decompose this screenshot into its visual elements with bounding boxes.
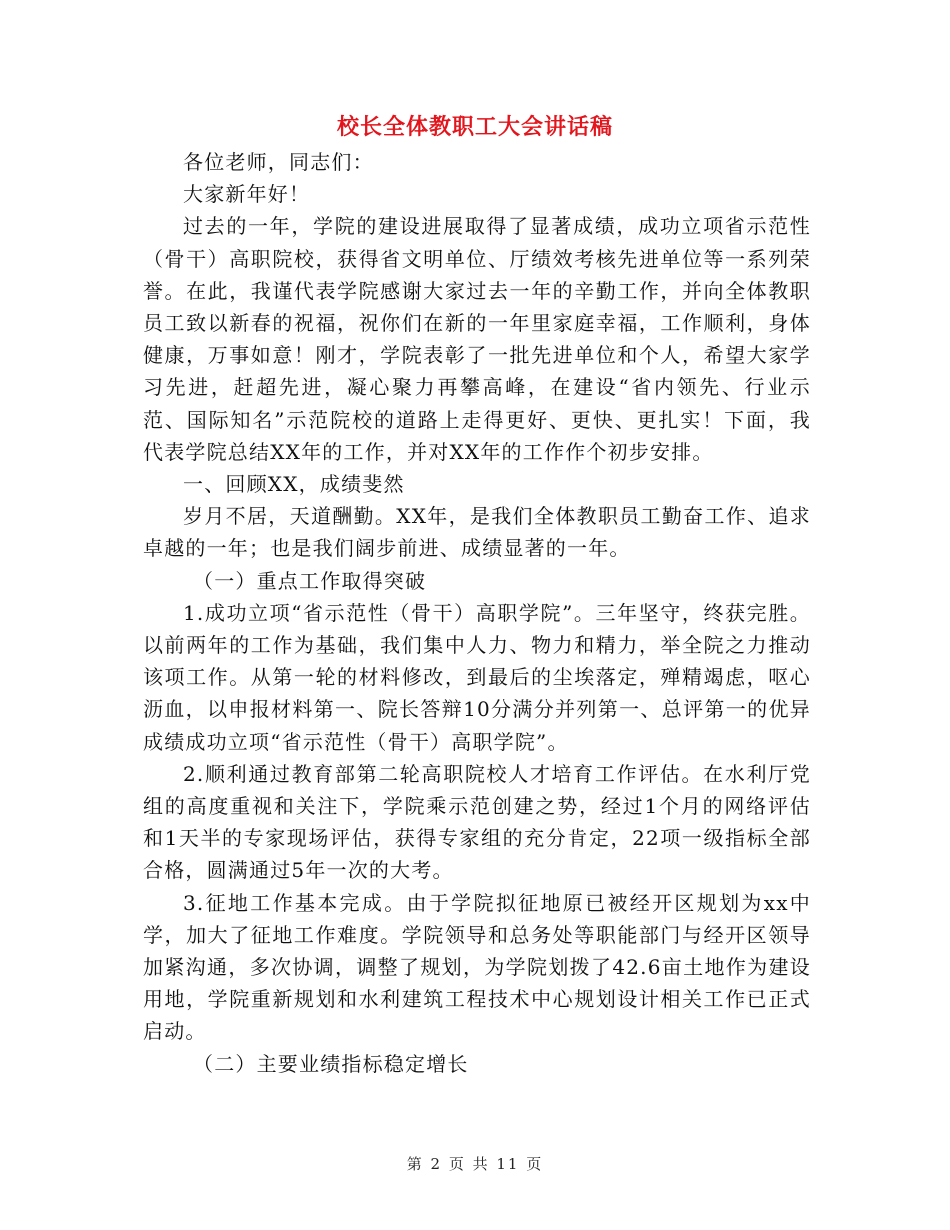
intro-paragraph: 过去的一年，学院的建设进展取得了显著成绩，成功立项省示范性（骨干）高职院校，获得省文明单位、厅绩效考核先进单位等一系列荣誉。在此，我谨代表学院感谢大家过去一年的辛勤工作，并向全体教职员工致以新春的祝福，祝你们在新的一年里家庭幸福，工作顺利，身体健康，万事如意！刚才，学院表彰了一批先进单位和个人，希望大家学习先进，赶超先进，凝心聚力再攀高峰，在建设“省内领先、行业示范、国际知名”示范院校的道路上走得更好、更快、更扎实！下面，我代表学院总结XX年的工作，并对XX年的工作作个初步安排。 xyxy=(143,214,811,464)
body-paragraph: 3.征地工作基本完成。由于学院拟征地原已被经开区规划为xx中学，加大了征地工作难度。学院领导和总务处等职能部门与经开区领导加紧沟通，多次协调，调整了规划，为学院划拨了42.6亩土地作为建设用地，学院重新规划和水利建筑工程技术中心规划设计相关工作已正式启动。 xyxy=(143,890,811,1044)
body-paragraph: 2.顺利通过教育部第二轮高职院校人才培育工作评估。在水利厅党组的高度重视和关注下，学院乘示范创建之势，经过1个月的网络评估和1天半的专家现场评估，获得专家组的充分肯定，22项一级指标全部合格，圆满通过5年一次的大考。 xyxy=(143,761,811,883)
page-footer: 第 2 页 共 11 页 xyxy=(406,1155,544,1173)
subsection-heading: （二）主要业绩指标稳定增长 xyxy=(193,1051,469,1076)
document-body xyxy=(143,146,811,1080)
document-title: 校长全体教职工大会讲话稿 xyxy=(336,115,613,140)
section-heading: 一、回顾XX，成绩斐然 xyxy=(183,472,405,497)
subsection-heading: （一）重点工作取得突破 xyxy=(193,568,427,593)
body-paragraph: 1.成功立项“省示范性（骨干）高职学院”。三年坚守，终获完胜。以前两年的工作为基础，我们集中人力、物力和精力，举全院之力推动该项工作。从第一轮的材料修改，到最后的尘埃落定，殚精竭虑，呕心沥血，以申报材料第一、院长答辩10分满分并列第一、总评第一的优异成绩成功立项“省示范性（骨干）高职学院”。 xyxy=(143,600,811,754)
greeting-paragraph: 大家新年好！ xyxy=(183,182,311,207)
salutation-paragraph: 各位老师，同志们： xyxy=(183,150,374,174)
body-paragraph: 岁月不居，天道酬勤。XX年，是我们全体教职员工勤奋工作、追求卓越的一年；也是我们阔步前进、成绩显著的一年。 xyxy=(143,504,811,561)
